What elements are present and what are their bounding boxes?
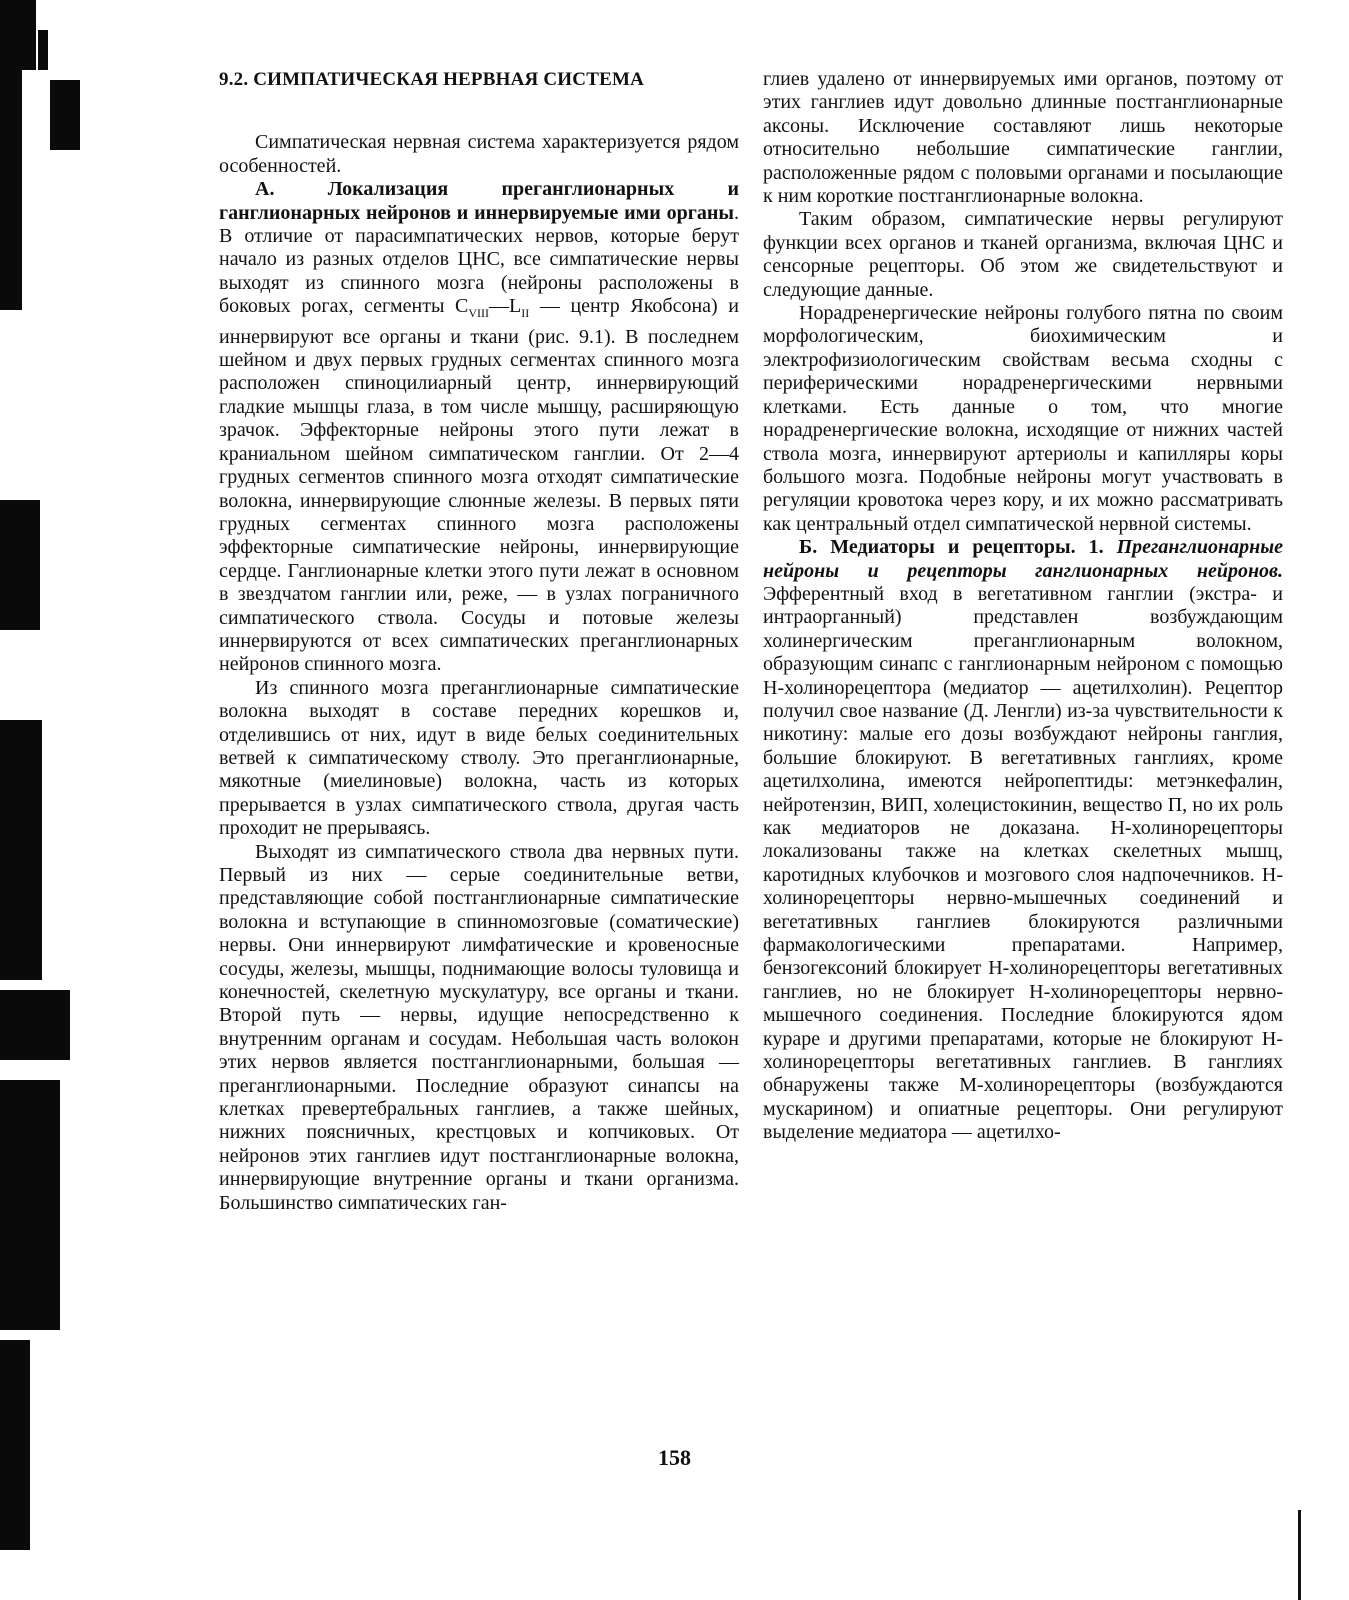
paragraph-heading: А. Локализация преганглионарных и ганглионарных нейронов и иннервируемые ими органы — [219, 178, 739, 224]
paragraph-subheading: Преганглионарные нейроны и рецепторы ганглионарных нейронов. — [763, 536, 1283, 582]
scan-binding-edge — [0, 0, 100, 1600]
page-number: 158 — [658, 1445, 691, 1470]
scan-edge-mark — [1298, 1510, 1301, 1600]
paragraph: Таким образом, симпатические нервы регулируют функции всех органов и тканей организма, включая ЦНС и сенсорные рецепторы. Об этом же свидетельствуют и следующие данные. — [763, 208, 1283, 301]
paragraph: глиев удалено от иннервируемых ими органов, поэтому от этих ганглиев идут довольно длинные постганглионарные аксоны. Исключение составляют лишь некоторые относительно небольшие симпатические ганглии, расположенные рядом с половыми органами и посылающие к ним короткие постганглионарные волокна. — [763, 68, 1283, 208]
paragraph: Норадренергические нейроны голубого пятна по своим морфологическим, биохимическим и электрофизиологическим свойствам весьма сходны с периферическими норадренергическими нервными клетками. Есть данные о том, что многие норадренергические волокна, исходящие от нижних частей ствола мозга, иннервируют артериолы и капилляры коры большого мозга. Подобные нейроны могут участвовать в регуляции кровотока через кору, и их можно рассматривать как центральный отдел симпатической нервной системы. — [763, 302, 1283, 535]
left-column — [219, 68, 739, 1215]
paragraph: Выходят из симпатического ствола два нервных пути. Первый из них — серые соединительные ветви, представляющие собой постганглионарные симпатические волокна и вступающие в спинномозговые (соматические) нервы. Они иннервируют лимфатические и кровеносные сосуды, железы, мышцы, поднимающие волосы туловища и конечностей, скелетную мускулатуру, все органы и ткани. Второй путь — нервы, идущие непосредственно к внутренним органам и сосудам. Небольшая часть волокон этих нервов является постганглионарными, большая — преганглионарными. Последние образуют синапсы на клетках превертебральных ганглиев, а также шейных, нижних поясничных, крестцовых и копчиковых. От нейронов этих ганглиев идут постганглионарные волокна, иннервирующие внутренние органы и ткани организма. Большинство симпатических ган- — [219, 840, 739, 1214]
paragraph: А. Локализация преганглионарных и ганглионарных нейронов и иннервируемые ими органы. В отличие от парасимпатических нервов, которые берут начало из разных отделов ЦНС, все симпатические нервы выходят из спинного мозга (нейроны расположены в боковых рогах, сегменты $C_{VIII}—L_{II}$ — центр Якобсона) и иннервируют все органы и ткани (рис. 9.1). В последнем шейном и двух первых грудных сегментах спинного мозга расположен спиноцилиарный центр, иннервирующий гладкие мышцы глаза, в том числе мышцу, расширяющую зрачок. Эффекторные нейроны этого пути лежат в краниальном шейном симпатическом ганглии. От 2—4 грудных сегментов спинного мозга отходят симпатические волокна, иннервирующие слюнные железы. В первых пяти грудных сегментах спинного мозга расположены эффекторные симпатические нейроны, иннервирующие сердце. Ганглионарные клетки этого пути лежат в основном в звездчатом ганглии или, реже, — в узлах пограничного симпатического ствола. Сосуды и потовые железы иннервируются от всех симпатических преганглионарных нейронов спинного мозга. — [219, 178, 740, 676]
paragraph: Симпатическая нервная система характеризуется рядом особенностей. — [219, 131, 739, 177]
paragraph-heading: Б. Медиаторы и рецепторы. 1. — [799, 536, 1104, 559]
right-column — [763, 68, 1283, 1145]
paragraph: Из спинного мозга преганглионарные симпатические волокна выходят в составе передних корешков и, отделившись от них, идут в виде белых соединительных ветвей к симпатическому стволу. Это преганглионарные, мякотные (миелиновые) волокна, часть из которых прерывается в узлах симпатического ствола, другая часть проходит не прерываясь. — [219, 676, 739, 840]
paragraph: Б. Медиаторы и рецепторы. 1. Преганглионарные нейроны и рецепторы ганглионарных нейронов. Эфферентный вход в вегетативном ганглии (экстра- и интраорганный) представлен возбуждающим холинергическим преганглионарным волокном, образующим синапс с ганглионарным нейроном с помощью Н-холинорецептора (медиатор — ацетилхолин). Рецептор получил свое название (Д. Ленгли) из-за чувствительности к никотину: малые его дозы возбуждают нейроны ганглия, большие блокируют. В вегетативных ганглиях, кроме ацетилхолина, имеются нейропептиды: метэнкефалин, нейротензин, ВИП, холецистокинин, вещество П, но их роль как медиаторов не доказана. Н-холинорецепторы локализованы также на клетках скелетных мышц, каротидных клубочков и мозгового слоя надпочечников. Н-холинорецепторы нервно-мышечных соединений и вегетативных ганглиев блокируются различными фармакологическими препаратами. Например, бензогексоний блокирует Н-холинорецепторы вегетативных ганглиев, но не блокирует Н-холинорецепторы нервно-мышечного соединения. Последние блокируются ядом кураре и другими препаратами, которые не блокируют Н-холинорецепторы вегетативных ганглиев. В ганглиях обнаружены также М-холинорецепторы (возбуждаются мускарином) и опиатные рецепторы. Они регулируют выделение медиатора — ацетилхо- — [763, 536, 1283, 1144]
section-title: 9.2. СИМПАТИЧЕСКАЯ НЕРВНАЯ СИСТЕМА — [219, 69, 644, 90]
